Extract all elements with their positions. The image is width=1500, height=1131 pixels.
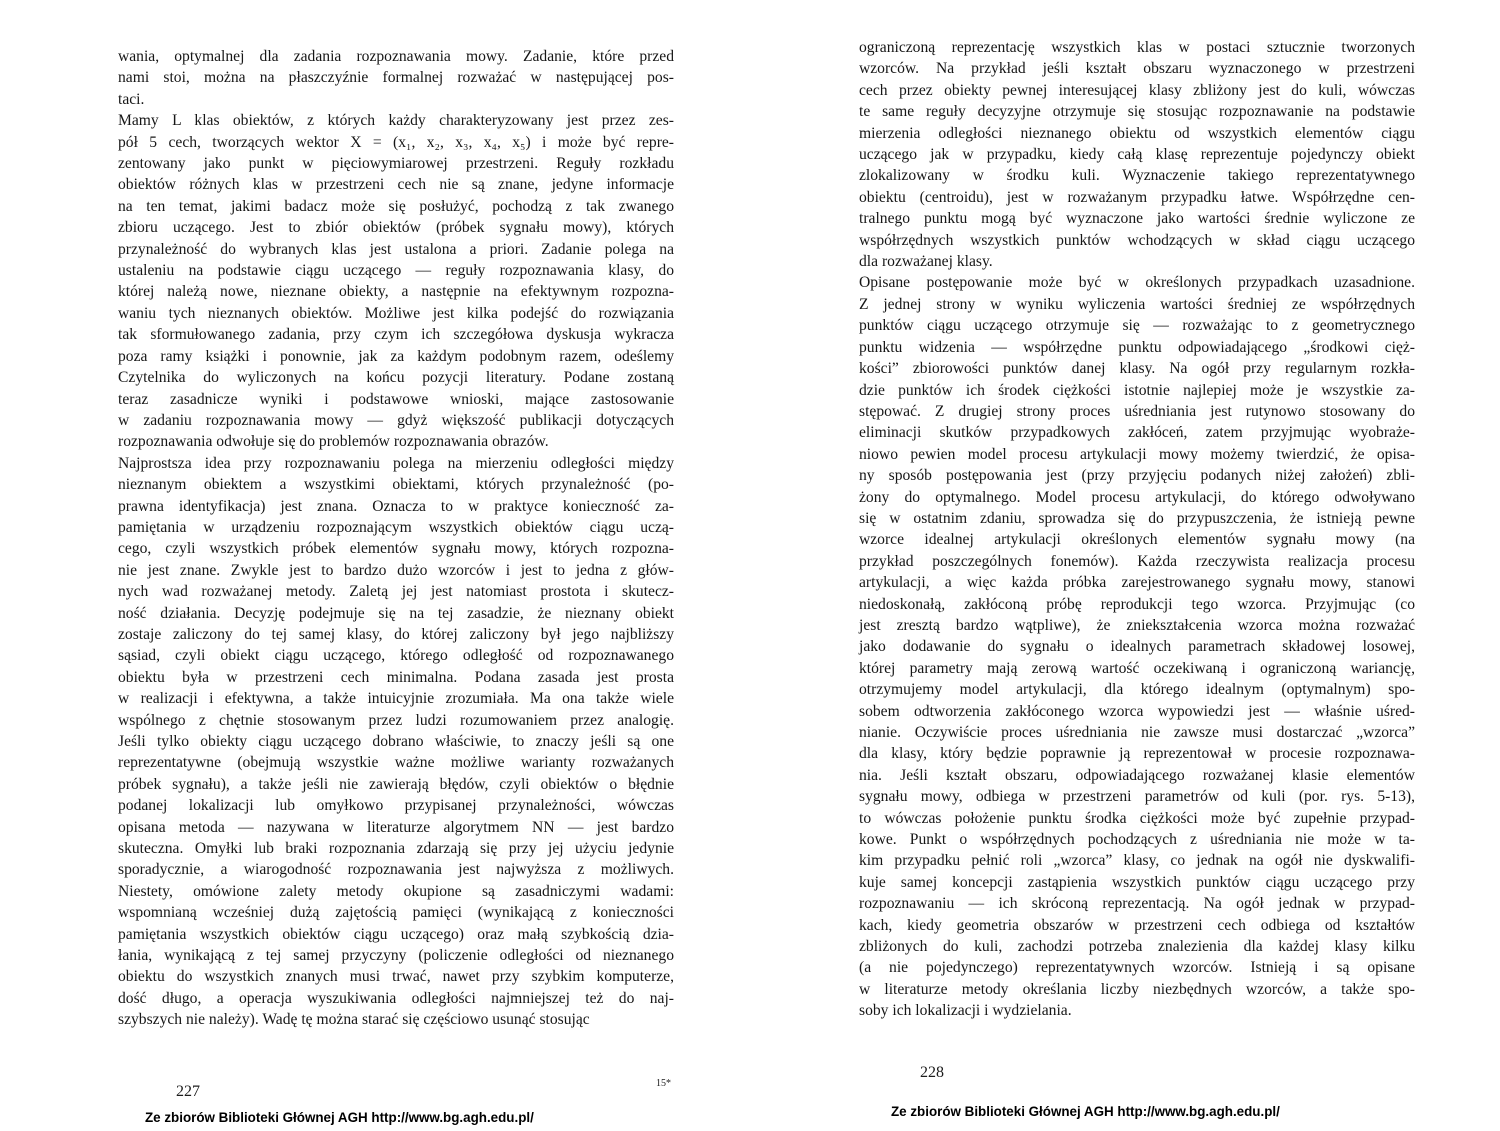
text-line: jako dodawanie do sygnału o idealnych parametrach składowej losowej,: [859, 638, 1415, 656]
text-line: punktów ciągu uczącego otrzymuje się — rozważając to z geometrycznego: [859, 317, 1415, 335]
text-line: wzorców. Na przykład jeśli kształt obszaru wyznaczonego w przestrzeni: [859, 60, 1415, 78]
paragraph: [118, 453, 674, 1031]
text-line: szybszych nie należy). Wadę tę można starać się częściowo usunąć stosując: [118, 1011, 590, 1029]
text-line: uczącego jak w przypadku, kiedy całą klasę reprezentuje pojedynczy obiekt: [859, 146, 1415, 164]
text-line: pamiętania w urządzeniu rozpoznającym wszystkich obiektów ciągu uczą-: [118, 518, 674, 536]
right-page: [750, 0, 1500, 1131]
text-line: dzie punktów ich środek ciężkości istotnie najlepiej może je wszystkie za-: [859, 381, 1415, 399]
text-line: cego, czyli wszystkich próbek elementów sygnału mowy, których rozpozna-: [118, 540, 674, 558]
text-line: zlokalizowany w środku kuli. Wyznaczenie takiego reprezentatywnego: [859, 167, 1415, 185]
text-line: pamiętania wszystkich obiektów ciągu uczącego) oraz małą szybkością dzia-: [118, 925, 674, 943]
text-line: dla klasy, który będzie poprawnie ją reprezentował w procesie rozpoznawa-: [859, 745, 1415, 763]
text-line: nianie. Oczywiście proces uśredniania nie zawsze musi dostarczać „wzorca”: [859, 724, 1415, 741]
text-line: tralnego punktu mogą być wyznaczone jako wartości średnie wyliczone ze: [859, 210, 1415, 228]
text-line: nia. Jeśli kształt obszaru, odpowiadającego rozważanej klasie elementów: [859, 766, 1415, 784]
signature-mark: 15*: [656, 1078, 671, 1089]
text-line: zbliżonych do kuli, zachodzi potrzeba znalezienia dla każdej klasy kilku: [859, 938, 1415, 956]
text-line: przykład poszczególnych fonemów). Każda rzeczywista realizacja procesu: [859, 552, 1415, 570]
text-line: kości” zbiorowości punktów danej klasy. Na ogół przy regularnym rozkła-: [859, 360, 1415, 378]
text-line: stępować. Z drugiej strony proces uśredniania jest rutynowo stosowany do: [859, 402, 1415, 420]
text-line: sporadycznie, a wiarogodność rozpoznawania jest najwyższa z możliwych.: [118, 861, 674, 879]
text-line: te same reguły decyzyjne otrzymuje się stosując rozpoznawanie na podstawie: [859, 103, 1415, 121]
right-page-text: [859, 37, 1415, 1022]
text-line: rozpoznawania odwołuje się do problemów rozpoznawania obrazów.: [118, 433, 549, 451]
text-line: się w ostatnim zdaniu, sprowadza się do przypuszczenia, że istnieją pewne: [859, 509, 1415, 527]
left-page-text: [118, 46, 674, 1031]
text-line: Opisane postępowanie może być w określonych przypadkach uzasadnione.: [859, 274, 1415, 292]
text-line: (a nie pojedynczego) reprezentatywnych wzorców. Istnieją i są opisane: [859, 959, 1415, 977]
library-footer-right: Ze zbiorów Biblioteki Głównej AGH http://www.bg.agh.edu.pl/: [891, 1104, 1280, 1119]
text-line: obiektów różnych klas w przestrzeni cech nie są znane, jedyne informacje: [118, 176, 674, 194]
text-line: teraz zasadnicze wyniki i podstawowe wnioski, mające zastosowanie: [118, 390, 674, 408]
paragraph: [859, 37, 1415, 272]
text-line: prawna identyfikacja) jest znana. Oznacza to w praktyce konieczność za-: [118, 497, 674, 515]
text-line: próbek sygnału), a także jeśli nie zawierają błędów, czyli obiektów o błędnie: [118, 775, 674, 793]
paragraph: [118, 110, 674, 453]
text-line: w zadaniu rozpoznawania mowy — gdyż większość publikacji dotyczących: [118, 411, 674, 429]
text-line: dla rozważanej klasy.: [859, 253, 993, 271]
text-line: na ten temat, jakimi badacz może się posłużyć, pochodzą z tak zwanego: [118, 197, 674, 215]
text-line: sygnału mowy, odbiega w przestrzeni parametrów od kuli (por. rys. 5-13),: [859, 788, 1415, 806]
text-line: artykulacji, a więc każda próbka zarejestrowanego sygnału mowy, stanowi: [859, 574, 1415, 592]
text-line: przynależność do wybranych klas jest ustalona a priori. Zadanie polega na: [118, 240, 674, 258]
text-line: obiektu (centroidu), jest w rozważanym przypadku łatwe. Współrzędne cen-: [859, 188, 1415, 206]
text-line: ograniczoną reprezentację wszystkich klas w postaci sztucznie tworzonych: [859, 39, 1415, 56]
text-line: podanej lokalizacji lub omyłkowo przypisanej przynależności, wówczas: [118, 797, 674, 815]
left-page-number: 227: [176, 1083, 200, 1100]
text-line: skuteczna. Omyłki lub braki rozpoznania zdarzają się przy jej użyciu jedynie: [118, 840, 674, 858]
text-line: kowe. Punkt o współrzędnych pochodzących z uśredniania nie może w ta-: [859, 831, 1415, 849]
text-line: jest zresztą bardzo wątpliwe), że zniekształcenia wzorca można rozważać: [859, 616, 1415, 634]
text-line: obiektu do wszystkich znanych musi trwać, nawet przy szybkim komputerze,: [118, 968, 674, 986]
text-line: której należą nowe, nieznane obiekty, a następnie na efektywnym rozpozna-: [118, 283, 674, 301]
text-line: Niestety, omówione zalety metody okupione są zasadniczymi wadami:: [118, 882, 674, 900]
text-line: wzorce idealnej artykulacji określonych elementów sygnału mowy (na: [859, 531, 1415, 549]
paragraph: [859, 272, 1415, 1021]
text-line: Najprostsza idea przy rozpoznawaniu polega na mierzeniu odległości między: [118, 454, 674, 472]
text-line: punktu widzenia — współrzędne punktu odpowiadającego „środkowi cięż-: [859, 338, 1415, 356]
text-line: której parametry mają zerową wartość oczekiwaną i ograniczoną wariancję,: [859, 659, 1415, 677]
text-line: sąsiad, czyli obiekt ciągu uczącego, którego odległość od rozpoznawanego: [118, 647, 674, 665]
text-line: wspólnego z chętnie stosowanym przez ludzi rozumowaniem przez analogię.: [118, 711, 674, 729]
text-line: reprezentatywne (obejmują wszystkie ważne możliwe warianty rozważanych: [118, 754, 674, 772]
text-line: zbioru uczącego. Jest to zbiór obiektów (próbek sygnału mowy), których: [118, 219, 674, 237]
text-line: soby ich lokalizacji i wydzielania.: [859, 1002, 1072, 1020]
text-line: niedoskonałą, zakłóconą próbę reprodukcji tego wzorca. Przyjmując (co: [859, 595, 1415, 613]
text-line: niowo pewien model procesu artykulacji mowy możemy twierdzić, że opisa-: [859, 445, 1415, 463]
text-line: współrzędnych wszystkich punktów wchodzących w skład ciągu uczącego: [859, 231, 1415, 249]
text-line: zentowany jako punkt w pięciowymiarowej przestrzeni. Reguły rozkładu: [118, 155, 674, 173]
text-line: opisana metoda — nazywana w literaturze algorytmem NN — jest bardzo: [118, 818, 674, 836]
text-line: kuje samej koncepcji zastąpienia wszystkich punktów ciągu uczącego przy: [859, 873, 1415, 891]
text-line: ność działania. Decyzję podejmuje się na tej zasadzie, że nieznany obiekt: [118, 604, 674, 622]
text-line: eliminacji skutków przypadkowych zakłóceń, zatem przyjmując wyobraże-: [859, 424, 1415, 442]
text-line: mierzenia odległości nieznanego obiektu od wszystkich elementów ciągu: [859, 124, 1415, 142]
text-line: Z jednej strony w wyniku wyliczenia wartości średniej ze współrzędnych: [859, 295, 1415, 313]
text-line: kim przypadku pełnić roli „wzorca” klasy, co jednak na ogół nie dyskwalifi-: [859, 852, 1415, 870]
text-line: sobem odtworzenia zakłóconego wzorca wypowiedzi jest — właśnie uśred-: [859, 702, 1415, 720]
text-line: poza ramy książki i ponownie, jak za każdym podobnym razem, odeślemy: [118, 347, 674, 365]
text-line: nych wad rozważanej metody. Zaletą jej jest natomiast prostota i skutecz-: [118, 583, 674, 601]
text-line: Czytelnika do wyliczonych na końcu pozycji literatury. Podane zostaną: [118, 369, 674, 387]
text-line: Jeśli tylko obiekty ciągu uczącego dobrano właściwie, to znaczy jeśli są one: [118, 733, 674, 750]
text-line: pół 5 cech, tworzących wektor X = (x₁, x₂, x₃, x₄, x₅) i może być repre-: [118, 133, 674, 151]
text-line: taci.: [118, 90, 145, 108]
text-line: nie jest znane. Zwykle jest to bardzo dużo wzorców i jest to jedna z głów-: [118, 561, 674, 579]
text-line: w realizacji i efektywna, a także intuicyjnie zrozumiała. Ma ona także wiele: [118, 690, 674, 708]
text-line: rozpoznawaniu — ich skróconą reprezentacją. Na ogół jednak w przypad-: [859, 895, 1415, 913]
text-line: nami stoi, można na płaszczyźnie formalnej rozważać w następującej pos-: [118, 69, 674, 87]
text-line: nieznanym obiektem a wszystkimi obiektami, których przynależność (po-: [118, 476, 674, 494]
text-line: waniu tych nieznanych obiektów. Możliwe jest kilka podejść do rozwiązania: [118, 304, 674, 322]
text-line: dość długo, a operacja wyszukiwania odległości najmniejszej też do naj-: [118, 989, 674, 1007]
text-line: żony do optymalnego. Model procesu artykulacji, do którego odwoływano: [859, 488, 1415, 506]
text-line: tak sformułowanego zadania, przy czym ich szczegółowa dyskusja wykracza: [118, 326, 674, 344]
text-line: Mamy L klas obiektów, z których każdy charakteryzowany jest przez zes-: [118, 112, 674, 130]
text-line: w literaturze metody określania liczby niezbędnych wzorców, a także spo-: [859, 980, 1415, 998]
text-line: otrzymujemy model artykulacji, dla którego idealnym (optymalnym) spo-: [859, 681, 1415, 699]
text-line: wania, optymalnej dla zadania rozpoznawania mowy. Zadanie, które przed: [118, 48, 674, 65]
text-line: to wówczas położenie punktu środka ciężkości może być zupełnie przypad-: [859, 809, 1415, 827]
library-footer-left: Ze zbiorów Biblioteki Głównej AGH http://www.bg.agh.edu.pl/: [145, 1110, 534, 1125]
text-line: wspomnianą wcześniej dużą zajętością pamięci (wynikającą z konieczności: [118, 904, 674, 922]
right-page-number: 228: [920, 1064, 944, 1081]
text-line: ustaleniu na podstawie ciągu uczącego — reguły rozpoznawania klasy, do: [118, 262, 674, 280]
text-line: zostaje zaliczony do tej samej klasy, do której zaliczony był jego najbliższy: [118, 625, 674, 643]
text-line: kach, kiedy geometria obszarów w przestrzeni cech odbiega od kształtów: [859, 916, 1415, 934]
text-line: ny sposób postępowania jest (przy przyjęciu podanych niżej założeń) zbli-: [859, 467, 1415, 485]
text-line: łania, wynikającą z tej samej przyczyny (policzenie odległości od nieznanego: [118, 947, 674, 965]
paragraph: [118, 46, 674, 110]
text-line: obiektu była w przestrzeni cech minimalna. Podana zasada jest prosta: [118, 668, 674, 686]
text-line: cech przez obiekty pewnej interesującej klasy zbliżony jest do kuli, wówczas: [859, 81, 1415, 99]
